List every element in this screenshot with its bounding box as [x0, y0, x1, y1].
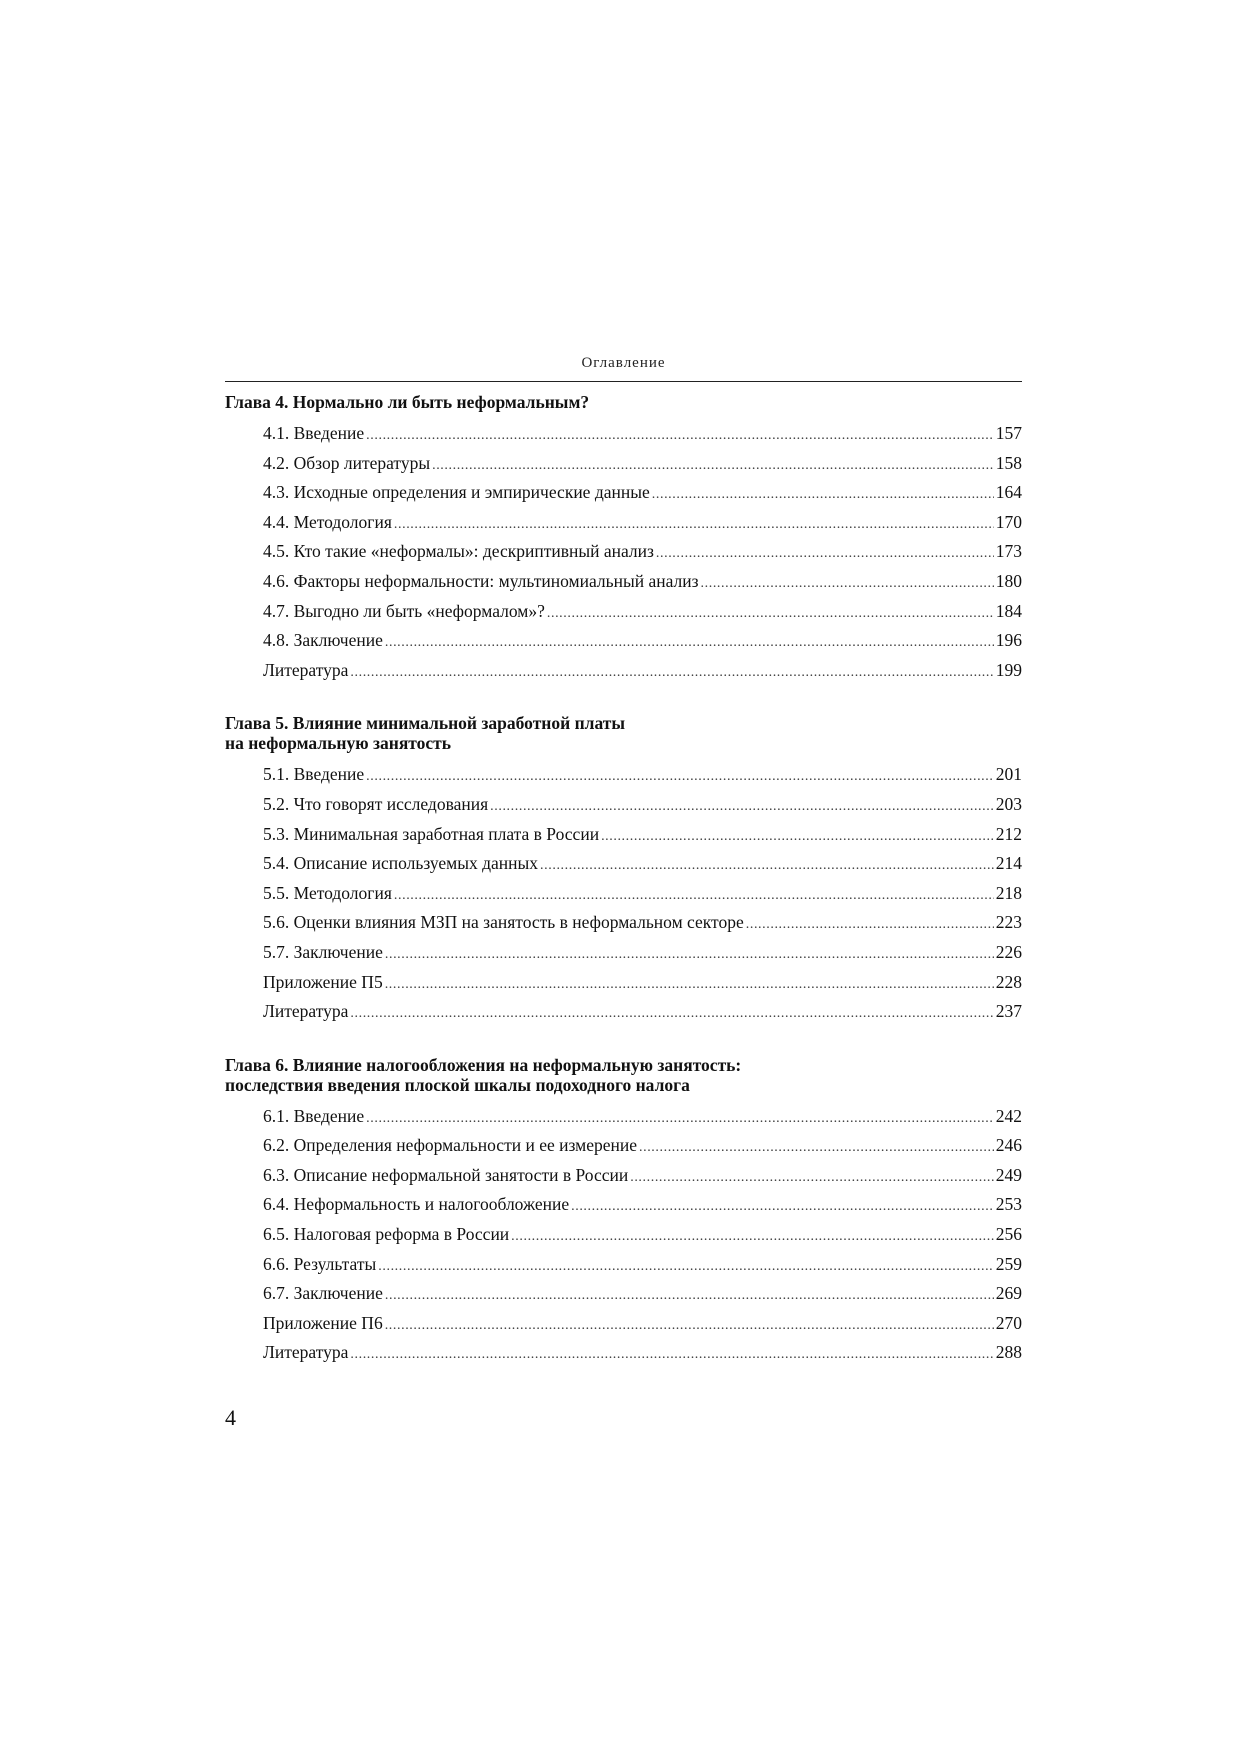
toc-entry[interactable] — [225, 879, 1022, 909]
toc-entry[interactable] — [225, 820, 1022, 850]
entry-page-number: 180 — [995, 570, 1022, 591]
chapter-5 — [225, 713, 1022, 1026]
dot-leader — [394, 510, 994, 540]
toc-entry[interactable] — [225, 760, 1022, 790]
chapter-title-line: на неформальную занятость — [225, 733, 452, 754]
dot-leader — [511, 1222, 994, 1252]
entry-label: 5.3. Минимальная заработная плата в России — [263, 823, 600, 844]
entry-label: 4.5. Кто такие «неформалы»: дескриптивный анализ — [263, 541, 654, 562]
toc-entry[interactable] — [225, 790, 1022, 820]
dot-leader — [394, 881, 994, 911]
entry-label: 6.7. Заключение — [263, 1283, 383, 1304]
dot-leader — [601, 822, 994, 852]
entry-page-number: 201 — [995, 764, 1022, 785]
toc-entry[interactable] — [225, 508, 1022, 538]
chapter-title — [225, 392, 1022, 412]
dot-leader — [350, 999, 993, 1029]
toc-entry[interactable] — [225, 908, 1022, 938]
entry-page-number: 170 — [995, 511, 1022, 532]
entry-page-number: 242 — [995, 1105, 1022, 1126]
dot-leader — [385, 970, 994, 1000]
dot-leader — [639, 1133, 994, 1163]
entry-label: 4.6. Факторы неформальности: мультиномиальный анализ — [263, 570, 699, 591]
toc-entry[interactable] — [225, 419, 1022, 449]
entry-page-number: 223 — [995, 912, 1022, 933]
entry-label: 4.8. Заключение — [263, 630, 383, 651]
dot-leader — [385, 628, 994, 658]
toc-entry[interactable] — [225, 1338, 1022, 1368]
dot-leader — [656, 539, 994, 569]
entry-page-number: 214 — [995, 853, 1022, 874]
header-rule — [225, 381, 1022, 382]
entry-page-number: 203 — [995, 793, 1022, 814]
entry-label: 6.6. Результаты — [263, 1253, 377, 1274]
entry-label: Литература — [263, 1342, 349, 1363]
dot-leader — [630, 1163, 994, 1193]
dot-leader — [540, 851, 994, 881]
toc-entry[interactable] — [225, 1190, 1022, 1220]
toc-entry[interactable] — [225, 968, 1022, 998]
toc-entry[interactable] — [225, 849, 1022, 879]
dot-leader — [385, 1311, 994, 1341]
dot-leader — [746, 910, 994, 940]
entry-page-number: 199 — [995, 659, 1022, 680]
entry-label: 6.5. Налоговая реформа в России — [263, 1224, 510, 1245]
chapter-title-line: Глава 6. Влияние налогообложения на неформальную занятость: — [225, 1054, 742, 1075]
entry-label: 6.1. Введение — [263, 1105, 365, 1126]
dot-leader — [652, 480, 994, 510]
toc-entry[interactable] — [225, 1250, 1022, 1280]
entry-label: 4.4. Методология — [263, 511, 392, 532]
entry-page-number: 212 — [995, 823, 1022, 844]
toc-entry[interactable] — [225, 938, 1022, 968]
dot-leader — [490, 792, 994, 822]
entry-label: Приложение П6 — [263, 1312, 383, 1333]
entry-page-number: 259 — [995, 1253, 1022, 1274]
entry-label: 4.7. Выгодно ли быть «неформалом»? — [263, 600, 545, 621]
dot-leader — [385, 940, 994, 970]
toc-entry[interactable] — [225, 1220, 1022, 1250]
entry-page-number: 173 — [995, 541, 1022, 562]
toc-entry[interactable] — [225, 597, 1022, 627]
toc-entry[interactable] — [225, 997, 1022, 1027]
dot-leader — [350, 658, 993, 688]
entry-label: 5.5. Методология — [263, 882, 392, 903]
entry-page-number: 249 — [995, 1164, 1022, 1185]
entry-page-number: 184 — [995, 600, 1022, 621]
chapter-title — [225, 713, 1022, 753]
chapter-6 — [225, 1055, 1022, 1368]
dot-leader — [366, 421, 994, 451]
dot-leader — [385, 1281, 994, 1311]
toc-entry[interactable] — [225, 478, 1022, 508]
entry-label: 5.6. Оценки влияния МЗП на занятость в неформальном секторе — [263, 912, 744, 933]
toc-entry[interactable] — [225, 449, 1022, 479]
chapter-4 — [225, 392, 1022, 685]
toc-entry[interactable] — [225, 1161, 1022, 1191]
entry-label: 4.1. Введение — [263, 423, 365, 443]
entry-page-number: 270 — [995, 1312, 1022, 1333]
table-of-contents — [225, 392, 1022, 1368]
entry-page-number: 288 — [995, 1342, 1022, 1363]
toc-entry[interactable] — [225, 1309, 1022, 1339]
entry-label: 5.7. Заключение — [263, 941, 383, 962]
dot-leader — [378, 1252, 993, 1282]
chapter-title-line: последствия введения плоской шкалы подоходного налога — [225, 1074, 690, 1095]
running-header: Оглавление — [581, 355, 666, 371]
dot-leader — [571, 1192, 994, 1222]
toc-entry[interactable] — [225, 567, 1022, 597]
dot-leader — [547, 599, 994, 629]
entry-label: Литература — [263, 659, 349, 680]
entry-page-number: 196 — [995, 630, 1022, 651]
toc-entry[interactable] — [225, 626, 1022, 656]
entry-page-number: 237 — [995, 1001, 1022, 1022]
chapter-title-line: Глава 5. Влияние минимальной заработной платы — [225, 713, 626, 734]
entry-page-number: 164 — [995, 482, 1022, 503]
toc-entry[interactable] — [225, 537, 1022, 567]
entry-page-number: 226 — [995, 941, 1022, 962]
entry-page-number: 218 — [995, 882, 1022, 903]
entry-page-number: 253 — [995, 1194, 1022, 1215]
entry-label: Приложение П5 — [263, 971, 383, 992]
dot-leader — [366, 762, 994, 792]
entry-page-number: 246 — [995, 1135, 1022, 1156]
toc-entry[interactable] — [225, 1279, 1022, 1309]
entry-page-number: 228 — [995, 971, 1022, 992]
dot-leader — [366, 1104, 994, 1134]
chapter-title-line: Глава 4. Нормально ли быть неформальным? — [225, 392, 590, 412]
chapter-title — [225, 1055, 1022, 1095]
entry-label: 4.2. Обзор литературы — [263, 452, 431, 473]
entry-label: 5.1. Введение — [263, 764, 365, 785]
toc-entry[interactable] — [225, 656, 1022, 686]
entry-label: 4.3. Исходные определения и эмпирические данные — [263, 482, 650, 503]
dot-leader — [701, 569, 994, 599]
dot-leader — [432, 451, 994, 481]
toc-entry[interactable] — [225, 1102, 1022, 1132]
toc-entry[interactable] — [225, 1131, 1022, 1161]
entry-page-number: 256 — [995, 1224, 1022, 1245]
entry-page-number: 269 — [995, 1283, 1022, 1304]
entry-page-number: 158 — [995, 452, 1022, 473]
entry-label: 6.4. Неформальность и налогообложение — [263, 1194, 570, 1215]
entry-label: 6.2. Определения неформальности и ее измерение — [263, 1135, 637, 1156]
dot-leader — [350, 1340, 993, 1370]
entry-label: Литература — [263, 1001, 349, 1022]
entry-page-number: 157 — [995, 423, 1022, 443]
entry-label: 6.3. Описание неформальной занятости в России — [263, 1164, 629, 1185]
page-number: 4 — [225, 1405, 236, 1430]
entry-label: 5.4. Описание используемых данных — [263, 853, 539, 874]
entry-label: 5.2. Что говорят исследования — [263, 793, 489, 814]
